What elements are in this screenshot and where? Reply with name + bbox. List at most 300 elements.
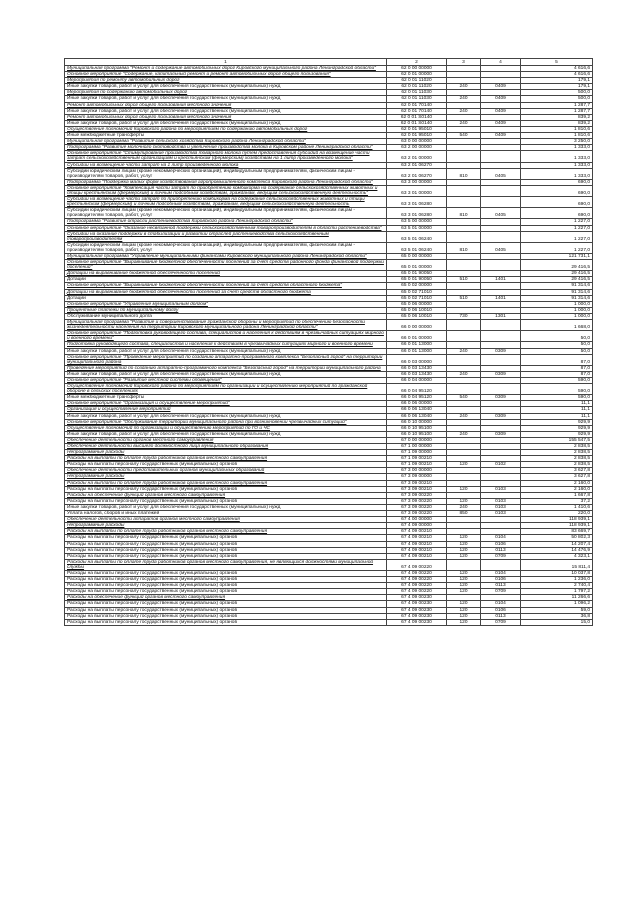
- row-name-cell: Обеспечение деятельности высшего должностного лица муниципального образования: [65, 444, 387, 450]
- row-rz-cell: 1301: [481, 313, 521, 319]
- row-rz-cell: 0405: [481, 168, 521, 179]
- row-sum-cell: 1 227,0: [521, 225, 593, 231]
- row-code-cell: 66 0 01 13000: [387, 348, 447, 354]
- row-rz-cell: 0709: [481, 619, 521, 625]
- table-row: [65, 260, 593, 271]
- row-code-cell: 65 0 02 71010: [387, 295, 447, 301]
- row-sum-cell: 11,1: [521, 401, 593, 407]
- row-vr-cell: 240: [447, 84, 481, 90]
- row-rz-cell: 0103: [481, 504, 521, 510]
- row-rz-cell: [481, 197, 521, 208]
- row-name-cell: Непрограммные расходы: [65, 450, 387, 456]
- row-name-cell: Иные закупки товаров, работ и услуг для обеспечения государственных (муниципальных) нужд: [65, 84, 387, 90]
- row-code-cell: 63 5 01 06240: [387, 231, 447, 242]
- row-code-cell: 66 0 03 00000: [387, 354, 447, 365]
- row-code-cell: 66 0 00 00000: [387, 320, 447, 331]
- row-vr-cell: [447, 185, 481, 196]
- row-code-cell: 67 3 09 00220: [387, 504, 447, 510]
- row-vr-cell: 120: [447, 498, 481, 504]
- row-vr-cell: 510: [447, 295, 481, 301]
- row-code-cell: 67 0 00 00000: [387, 437, 447, 443]
- row-rz-cell: 0106: [481, 607, 521, 613]
- row-code-cell: 67 3 09 00210: [387, 480, 447, 486]
- row-sum-cell: 83 669,7: [521, 529, 593, 535]
- row-code-cell: 62 0 01 11020: [387, 84, 447, 90]
- row-sum-cell: 1 000,0: [521, 313, 593, 319]
- table-row: [65, 384, 593, 395]
- row-sum-cell: 2 838,5: [521, 450, 593, 456]
- row-rz-cell: 0409: [481, 96, 521, 102]
- row-sum-cell: 118 939,1: [521, 517, 593, 523]
- row-sum-cell: 14 476,9: [521, 547, 593, 553]
- row-code-cell: 62 0 01 00000: [387, 72, 447, 78]
- row-code-cell: 65 0 01 00000: [387, 260, 447, 271]
- row-rz-cell: [481, 331, 521, 342]
- table-row: [65, 185, 593, 196]
- row-sum-cell: 2 160,0: [521, 486, 593, 492]
- row-code-cell: 67 4 09 00210: [387, 529, 447, 535]
- row-code-cell: 62 0 01 11030: [387, 90, 447, 96]
- row-sum-cell: 3 627,8: [521, 468, 593, 474]
- row-name-cell: Основное мероприятие "Выравнивание бюджетной обеспеченности поселений за счет средств районного фонда финансовой поддержки поселений": [65, 260, 387, 271]
- row-sum-cell: 929,9: [521, 419, 593, 425]
- row-vr-cell: 810: [447, 208, 481, 219]
- row-name-cell: Основное мероприятие "Выравнивание бюджетной обеспеченности поселений за счет средств областного бюджета": [65, 283, 387, 289]
- row-name-cell: Подпрограмма "Поддержка малых форм хозяйствования агропромышленного комплекса Кировского района Ленинградской области": [65, 179, 387, 185]
- row-name-cell: Осуществление полномочий Кировского района по мероприятиям по содержанию автомобильных дорог: [65, 126, 387, 132]
- row-sum-cell: 87,0: [521, 371, 593, 377]
- row-sum-cell: 50 802,3: [521, 535, 593, 541]
- row-rz-cell: 0309: [481, 431, 521, 437]
- row-vr-cell: 120: [447, 589, 481, 595]
- row-sum-cell: 500,0: [521, 90, 593, 96]
- row-sum-cell: 4 323,1: [521, 553, 593, 559]
- row-code-cell: 67 4 09 00210: [387, 535, 447, 541]
- col-header-vr: 3: [447, 59, 481, 66]
- row-sum-cell: 29 416,5: [521, 271, 593, 277]
- col-header-name: 1: [65, 59, 387, 66]
- row-name-cell: Дотации на выравнивание бюджетной обеспеченности поселений: [65, 271, 387, 277]
- row-code-cell: 67 4 09 00220: [387, 577, 447, 583]
- row-code-cell: 66 0 06 13040: [387, 413, 447, 419]
- row-vr-cell: [447, 231, 481, 242]
- row-code-cell: 67 4 09 00220: [387, 559, 447, 570]
- row-code-cell: 62 0 01 S0140: [387, 114, 447, 120]
- row-name-cell: Осуществление полномочий Кировского района по мероприятиям по организации и осуществлению мероприятий по гражданской обороне в сельских поселениях: [65, 384, 387, 395]
- row-name-cell: Расходы на выплаты по оплате труда работников органов местного самоуправления: [65, 480, 387, 486]
- row-name-cell: Иные закупки товаров, работ и услуг для обеспечения государственных (муниципальных) нужд: [65, 371, 387, 377]
- row-code-cell: 66 0 01 00000: [387, 331, 447, 342]
- row-sum-cell: 690,0: [521, 179, 593, 185]
- row-sum-cell: 690,0: [521, 208, 593, 219]
- row-rz-cell: 0104: [481, 570, 521, 576]
- row-vr-cell: 810: [447, 242, 481, 253]
- table-row: [65, 231, 593, 242]
- row-sum-cell: 1 236,0: [521, 577, 593, 583]
- row-name-cell: Иные закупки товаров, работ и услуг для обеспечения государственных (муниципальных) нужд: [65, 96, 387, 102]
- row-code-cell: 67 4 09 00230: [387, 595, 447, 601]
- row-rz-cell: [481, 559, 521, 570]
- table-row: [65, 619, 593, 625]
- row-sum-cell: 690,0: [521, 185, 593, 196]
- row-sum-cell: 1 227,0: [521, 219, 593, 225]
- row-name-cell: Организация и осуществление мероприятий: [65, 407, 387, 413]
- row-sum-cell: 1 096,2: [521, 601, 593, 607]
- row-code-cell: 63 3 01 06280: [387, 208, 447, 219]
- row-vr-cell: 240: [447, 108, 481, 114]
- col-header-rz: 4: [481, 59, 521, 66]
- row-sum-cell: 36,8: [521, 613, 593, 619]
- col-header-csr: 2: [387, 59, 447, 66]
- row-code-cell: 67 4 09 00210: [387, 541, 447, 547]
- row-name-cell: Ремонт автомобильных дорог общего пользования местного значения: [65, 114, 387, 120]
- row-sum-cell: 179,1: [521, 84, 593, 90]
- row-rz-cell: 0113: [481, 583, 521, 589]
- row-code-cell: 67 3 09 00220: [387, 511, 447, 517]
- row-code-cell: 66 0 10 95100: [387, 425, 447, 431]
- row-sum-cell: 11 266,6: [521, 595, 593, 601]
- row-name-cell: Иные закупки товаров, работ и услуг для обеспечения государственных (муниципальных) нужд: [65, 348, 387, 354]
- budget-table: [64, 58, 593, 626]
- row-name-cell: Расходы на выплаты персоналу государственных (муниципальных) органов: [65, 541, 387, 547]
- row-name-cell: Основное мероприятие "Развитие местной системы оповещения": [65, 377, 387, 383]
- table-row: [65, 559, 593, 570]
- row-rz-cell: 0104: [481, 535, 521, 541]
- row-rz-cell: [481, 320, 521, 331]
- row-name-cell: Основное мероприятие "Содержание, капитальный ремонт и ремонт автомобильных дорог общего пользования": [65, 72, 387, 78]
- row-rz-cell: 0405: [481, 242, 521, 253]
- row-vr-cell: 240: [447, 431, 481, 437]
- row-vr-cell: 240: [447, 120, 481, 126]
- row-name-cell: Основное мероприятие "Оказание несвязанной поддержки сельскохозяйственным товаропроизводителям в области растениеводства": [65, 225, 387, 231]
- row-code-cell: 62 0 01 11030: [387, 96, 447, 102]
- row-code-cell: 67 3 00 00000: [387, 468, 447, 474]
- row-vr-cell: 730: [447, 313, 481, 319]
- row-name-cell: Расходы на выплаты персоналу государственных (муниципальных) органов: [65, 601, 387, 607]
- row-rz-cell: 0709: [481, 589, 521, 595]
- row-name-cell: Иные межбюджетные трансферты: [65, 395, 387, 401]
- row-code-cell: 67 3 09 00220: [387, 492, 447, 498]
- row-sum-cell: 2 160,0: [521, 480, 593, 486]
- row-rz-cell: 0104: [481, 601, 521, 607]
- row-sum-cell: 15 811,4: [521, 559, 593, 570]
- row-rz-cell: 0113: [481, 613, 521, 619]
- row-code-cell: 65 0 01 90050: [387, 271, 447, 277]
- row-rz-cell: 0409: [481, 84, 521, 90]
- row-name-cell: Муниципальная программа "Развитие сельского хозяйства Кировского района Ленинградской области": [65, 139, 387, 145]
- row-vr-cell: 510: [447, 277, 481, 283]
- row-name-cell: Ремонт автомобильных дорог общего пользования местного значения: [65, 102, 387, 108]
- row-name-cell: Расходы на выплаты персоналу государственных (муниципальных) органов: [65, 486, 387, 492]
- row-name-cell: Расходы на выплаты персоналу государственных (муниципальных) органов: [65, 547, 387, 553]
- row-code-cell: 66 0 06 00000: [387, 401, 447, 407]
- row-sum-cell: 91 314,6: [521, 289, 593, 295]
- row-code-cell: 62 0 01 95010: [387, 126, 447, 132]
- row-rz-cell: [481, 185, 521, 196]
- row-name-cell: Обеспечение деятельности органов местного самоуправления: [65, 437, 387, 443]
- row-name-cell: Иные закупки товаров, работ и услуг для обеспечения государственных (муниципальных) нужд: [65, 413, 387, 419]
- row-rz-cell: 0106: [481, 541, 521, 547]
- row-vr-cell: 120: [447, 462, 481, 468]
- row-sum-cell: 1 333,0: [521, 151, 593, 162]
- row-rz-cell: 0409: [481, 108, 521, 114]
- row-name-cell: Субсидии на возмещение части затрат на 1 литр произведенного молока: [65, 162, 387, 168]
- row-rz-cell: 0309: [481, 395, 521, 401]
- row-name-cell: Осуществление полномочий по организации и осуществлению мероприятий по ГО и ЧС: [65, 425, 387, 431]
- row-name-cell: Обеспечение деятельности представительных органов муниципальных образований: [65, 468, 387, 474]
- row-code-cell: 65 0 02 00000: [387, 283, 447, 289]
- row-name-cell: Дотации: [65, 295, 387, 301]
- row-vr-cell: 120: [447, 541, 481, 547]
- row-name-cell: Основное мероприятие "Управление муниципальным долгом": [65, 301, 387, 307]
- row-name-cell: Иные закупки товаров, работ и услуг для обеспечения государственных (муниципальных) нужд: [65, 120, 387, 126]
- row-sum-cell: 2 838,5: [521, 462, 593, 468]
- row-rz-cell: 0409: [481, 120, 521, 126]
- row-sum-cell: 690,0: [521, 197, 593, 208]
- row-rz-cell: [481, 354, 521, 365]
- row-sum-cell: 59,0: [521, 607, 593, 613]
- row-rz-cell: 0309: [481, 371, 521, 377]
- row-code-cell: 67 4 09 00230: [387, 601, 447, 607]
- row-code-cell: 63 5 01 06240: [387, 242, 447, 253]
- row-name-cell: Расходы на выплаты персоналу государственных (муниципальных) органов: [65, 577, 387, 583]
- row-code-cell: 63 2 01 00000: [387, 151, 447, 162]
- row-code-cell: 66 0 06 13040: [387, 407, 447, 413]
- row-rz-cell: [481, 260, 521, 271]
- row-code-cell: 63 2 01 06270: [387, 168, 447, 179]
- row-code-cell: 66 0 04 95120: [387, 395, 447, 401]
- row-sum-cell: 1 000,0: [521, 301, 593, 307]
- row-code-cell: 62 0 01 95010: [387, 133, 447, 139]
- row-vr-cell: 850: [447, 511, 481, 517]
- table-header-row: [65, 59, 593, 66]
- row-code-cell: 66 0 01 13000: [387, 342, 447, 348]
- row-code-cell: 67 4 09 00210: [387, 547, 447, 553]
- row-name-cell: Расходы на обеспечение функций органов местного самоуправления: [65, 595, 387, 601]
- row-code-cell: 66 0 04 95120: [387, 384, 447, 395]
- row-code-cell: 66 0 10 95100: [387, 431, 447, 437]
- row-code-cell: 67 3 09 00210: [387, 486, 447, 492]
- row-code-cell: 63 0 00 00000: [387, 139, 447, 145]
- row-vr-cell: 120: [447, 607, 481, 613]
- row-sum-cell: 929,9: [521, 431, 593, 437]
- row-name-cell: Основное мероприятие "Проведение мероприятий по созданию аппаратно-программного комплекса "Безопасный город" на территории муниципального района: [65, 354, 387, 365]
- row-vr-cell: 540: [447, 133, 481, 139]
- row-vr-cell: [447, 559, 481, 570]
- row-code-cell: 67 4 09 00230: [387, 607, 447, 613]
- row-rz-cell: 0409: [481, 133, 521, 139]
- row-code-cell: 67 1 00 00000: [387, 444, 447, 450]
- row-vr-cell: 120: [447, 553, 481, 559]
- row-sum-cell: 50,0: [521, 331, 593, 342]
- row-rz-cell: [481, 231, 521, 242]
- row-code-cell: 62 0 00 00000: [387, 66, 447, 72]
- row-name-cell: Подпрограмма "Развитие отрасли растениеводства Кировского района Ленинградской области": [65, 219, 387, 225]
- row-vr-cell: [447, 320, 481, 331]
- row-sum-cell: 50,0: [521, 342, 593, 348]
- col-header-sum: 5: [521, 59, 593, 66]
- row-vr-cell: 120: [447, 619, 481, 625]
- row-name-cell: Расходы на выплаты персоналу государственных (муниципальных) органов: [65, 583, 387, 589]
- row-rz-cell: 0309: [481, 413, 521, 419]
- row-name-cell: Основное мероприятие "Компенсация части затрат по приобретению комбикорма на содержание сельскохозяйственных животных и птицы крестьянским (фермерским) и личным подсобным хозяйствам, гражданам, ведущим сельскохозяйственную деятельность": [65, 185, 387, 196]
- row-name-cell: Расходы на выплаты персоналу государственных (муниципальных) органов: [65, 619, 387, 625]
- row-sum-cell: 11,1: [521, 413, 593, 419]
- row-name-cell: Иные межбюджетные трансферты: [65, 133, 387, 139]
- row-name-cell: Расходы на выплаты по оплате труда работников органов местного самоуправления: [65, 456, 387, 462]
- row-name-cell: Расходы на выплаты персоналу государственных (муниципальных) органов: [65, 607, 387, 613]
- row-code-cell: 67 4 09 00230: [387, 613, 447, 619]
- row-name-cell: Субсидии юридическим лицам (кроме некоммерческих организаций), индивидуальным предпринимателям, физическим лицам - производителям товаров, работ, услуг: [65, 208, 387, 219]
- row-code-cell: 63 2 01 06270: [387, 162, 447, 168]
- row-sum-cell: 121 731,1: [521, 254, 593, 260]
- row-sum-cell: 590,0: [521, 384, 593, 395]
- row-code-cell: 62 0 01 S0140: [387, 120, 447, 126]
- row-sum-cell: 4 616,6: [521, 66, 593, 72]
- row-sum-cell: 3 627,8: [521, 474, 593, 480]
- table-row: [65, 151, 593, 162]
- row-sum-cell: 2 838,5: [521, 456, 593, 462]
- row-vr-cell: 120: [447, 486, 481, 492]
- budget-table-sheet: [64, 58, 592, 626]
- row-code-cell: 67 4 09 00230: [387, 619, 447, 625]
- row-sum-cell: 590,0: [521, 377, 593, 383]
- row-rz-cell: 1401: [481, 295, 521, 301]
- row-name-cell: Муниципальная программа "Развитие и совершенствование гражданской обороны и мероприятий по обеспечению безопасности жизнедеятельности населения на территории Кировского муниципального района Ленинградской области": [65, 320, 387, 331]
- row-sum-cell: 15,0: [521, 619, 593, 625]
- row-name-cell: Расходы на выплаты персоналу государственных (муниципальных) органов: [65, 553, 387, 559]
- row-name-cell: Основное мероприятие "Обслуживание территории муниципального района при возникновении чрезвычайных ситуаций": [65, 419, 387, 425]
- row-name-cell: Расходы на обеспечение функций органов местного самоуправления: [65, 492, 387, 498]
- row-name-cell: Расходы на выплаты персоналу государственных (муниципальных) органов: [65, 589, 387, 595]
- table-row: [65, 331, 593, 342]
- row-code-cell: 67 1 09 00210: [387, 462, 447, 468]
- row-code-cell: 63 3 01 06280: [387, 197, 447, 208]
- row-sum-cell: 37,2: [521, 498, 593, 504]
- row-rz-cell: 0103: [481, 486, 521, 492]
- row-code-cell: 65 0 06 10010: [387, 307, 447, 313]
- row-vr-cell: 120: [447, 577, 481, 583]
- row-name-cell: Подпрограмма "Развитие молочного скотоводства и увеличение производства молока в Кировском районе Ленинградской области": [65, 145, 387, 151]
- row-code-cell: 67 4 09 00210: [387, 553, 447, 559]
- row-sum-cell: 1 410,6: [521, 504, 593, 510]
- row-name-cell: Субсидии юридическим лицам (кроме некоммерческих организаций), индивидуальным предпринимателям, физическим лицам - производителям товаров, работ, услуг: [65, 242, 387, 253]
- row-sum-cell: 2 838,5: [521, 444, 593, 450]
- row-code-cell: 67 3 09 00220: [387, 498, 447, 504]
- row-name-cell: Основное мероприятие "Подготовка руководящего состава, специалистов и населения к действиям в чрезвычайных ситуациях мирного и военного времени": [65, 331, 387, 342]
- row-code-cell: 65 0 06 10010: [387, 313, 447, 319]
- row-vr-cell: 240: [447, 371, 481, 377]
- row-vr-cell: [447, 354, 481, 365]
- row-code-cell: 67 4 09 00220: [387, 583, 447, 589]
- row-name-cell: Непрограммные расходы: [65, 474, 387, 480]
- row-code-cell: 63 5 00 00000: [387, 219, 447, 225]
- row-sum-cell: 91 314,6: [521, 283, 593, 289]
- row-name-cell: Непрограммные расходы: [65, 523, 387, 529]
- row-name-cell: Иные закупки товаров, работ и услуг для обеспечения государственных (муниципальных) нужд: [65, 504, 387, 510]
- row-sum-cell: 1 667,8: [521, 492, 593, 498]
- row-vr-cell: 120: [447, 583, 481, 589]
- row-sum-cell: 929,9: [521, 425, 593, 431]
- row-sum-cell: 1 797,2: [521, 589, 593, 595]
- row-vr-cell: [447, 331, 481, 342]
- row-name-cell: Иные закупки товаров, работ и услуг для обеспечения государственных (муниципальных) нужд: [65, 431, 387, 437]
- row-vr-cell: [447, 197, 481, 208]
- row-name-cell: Расходы на выплаты персоналу государственных (муниципальных) органов: [65, 498, 387, 504]
- table-body: [65, 66, 593, 626]
- row-vr-cell: 120: [447, 535, 481, 541]
- row-sum-cell: 1 000,0: [521, 307, 593, 313]
- row-code-cell: 67 1 09 00210: [387, 456, 447, 462]
- row-rz-cell: 0309: [481, 348, 521, 354]
- row-vr-cell: 540: [447, 395, 481, 401]
- row-vr-cell: 240: [447, 504, 481, 510]
- row-sum-cell: 91 314,6: [521, 295, 593, 301]
- row-code-cell: 66 0 03 13430: [387, 365, 447, 371]
- row-sum-cell: 155 547,5: [521, 437, 593, 443]
- row-code-cell: 62 0 01 70140: [387, 102, 447, 108]
- row-sum-cell: 29 416,5: [521, 277, 593, 283]
- row-name-cell: Иные закупки товаров, работ и услуг для обеспечения государственных (муниципальных) нужд: [65, 108, 387, 114]
- row-sum-cell: 839,2: [521, 114, 593, 120]
- row-vr-cell: 120: [447, 613, 481, 619]
- row-code-cell: 66 0 03 13430: [387, 371, 447, 377]
- row-sum-cell: 1 227,0: [521, 231, 593, 242]
- row-sum-cell: 1 668,0: [521, 320, 593, 331]
- row-code-cell: 67 1 09 00000: [387, 450, 447, 456]
- row-rz-cell: 1401: [481, 277, 521, 283]
- row-name-cell: Уплата налогов, сборов и иных платежей: [65, 511, 387, 517]
- row-name-cell: Расходы на выплаты по оплате труда работников органов местного самоуправления: [65, 529, 387, 535]
- row-sum-cell: 50,0: [521, 348, 593, 354]
- row-code-cell: 67 3 09 00000: [387, 474, 447, 480]
- row-name-cell: Субсидии на оказание поддержки в стабилизации и развитии отраслей растениеводства сельскохозяйственным товаропроизводителям: [65, 231, 387, 242]
- row-sum-cell: 839,2: [521, 120, 593, 126]
- row-vr-cell: 120: [447, 570, 481, 576]
- row-name-cell: Расходы на выплаты персоналу государственных (муниципальных) органов: [65, 535, 387, 541]
- row-rz-cell: [481, 151, 521, 162]
- row-sum-cell: 11,1: [521, 407, 593, 413]
- row-sum-cell: 1 810,6: [521, 133, 593, 139]
- row-name-cell: Расходы на выплаты персоналу государственных (муниципальных) органов: [65, 613, 387, 619]
- row-sum-cell: 1 333,0: [521, 145, 593, 151]
- row-sum-cell: 1 287,7: [521, 108, 593, 114]
- row-code-cell: 65 0 01 90050: [387, 277, 447, 283]
- table-row: [65, 242, 593, 253]
- row-rz-cell: 0709: [481, 553, 521, 559]
- row-vr-cell: 810: [447, 168, 481, 179]
- row-name-cell: Муниципальная программа "Ремонт и содержание автомобильных дорог Кировского муниципального района Ленинградской области": [65, 66, 387, 72]
- row-sum-cell: 1 810,6: [521, 126, 593, 132]
- row-name-cell: Расходы на выплаты персоналу государственных (муниципальных) органов: [65, 570, 387, 576]
- row-sum-cell: 500,0: [521, 96, 593, 102]
- row-name-cell: Основное мероприятие "Стимулирование производства товарного молока путем предоставления субсидий на возмещение части затрат сельскохозяйственным организациям и крестьянским (фермерским) хозяйствам на 1 литр произведенного молока": [65, 151, 387, 162]
- row-name-cell: Мероприятия по ремонту автомобильных дорог: [65, 78, 387, 84]
- row-sum-cell: 1 333,0: [521, 168, 593, 179]
- row-code-cell: 65 0 00 00000: [387, 254, 447, 260]
- row-sum-cell: 14 207,4: [521, 541, 593, 547]
- row-name-cell: Дотации: [65, 277, 387, 283]
- row-sum-cell: 220,0: [521, 511, 593, 517]
- row-rz-cell: 0103: [481, 511, 521, 517]
- row-code-cell: 66 0 10 00000: [387, 419, 447, 425]
- row-sum-cell: 1 333,0: [521, 162, 593, 168]
- row-rz-cell: [481, 384, 521, 395]
- row-name-cell: Расходы на выплаты по оплате труда работников органов местного самоуправления, не являющихся должностями муниципальной службы: [65, 559, 387, 570]
- row-code-cell: 67 4 09 00000: [387, 523, 447, 529]
- row-name-cell: Муниципальная программа "Управление муниципальными финансами Кировского муниципального района Ленинградской области": [65, 254, 387, 260]
- row-code-cell: 63 5 01 00000: [387, 225, 447, 231]
